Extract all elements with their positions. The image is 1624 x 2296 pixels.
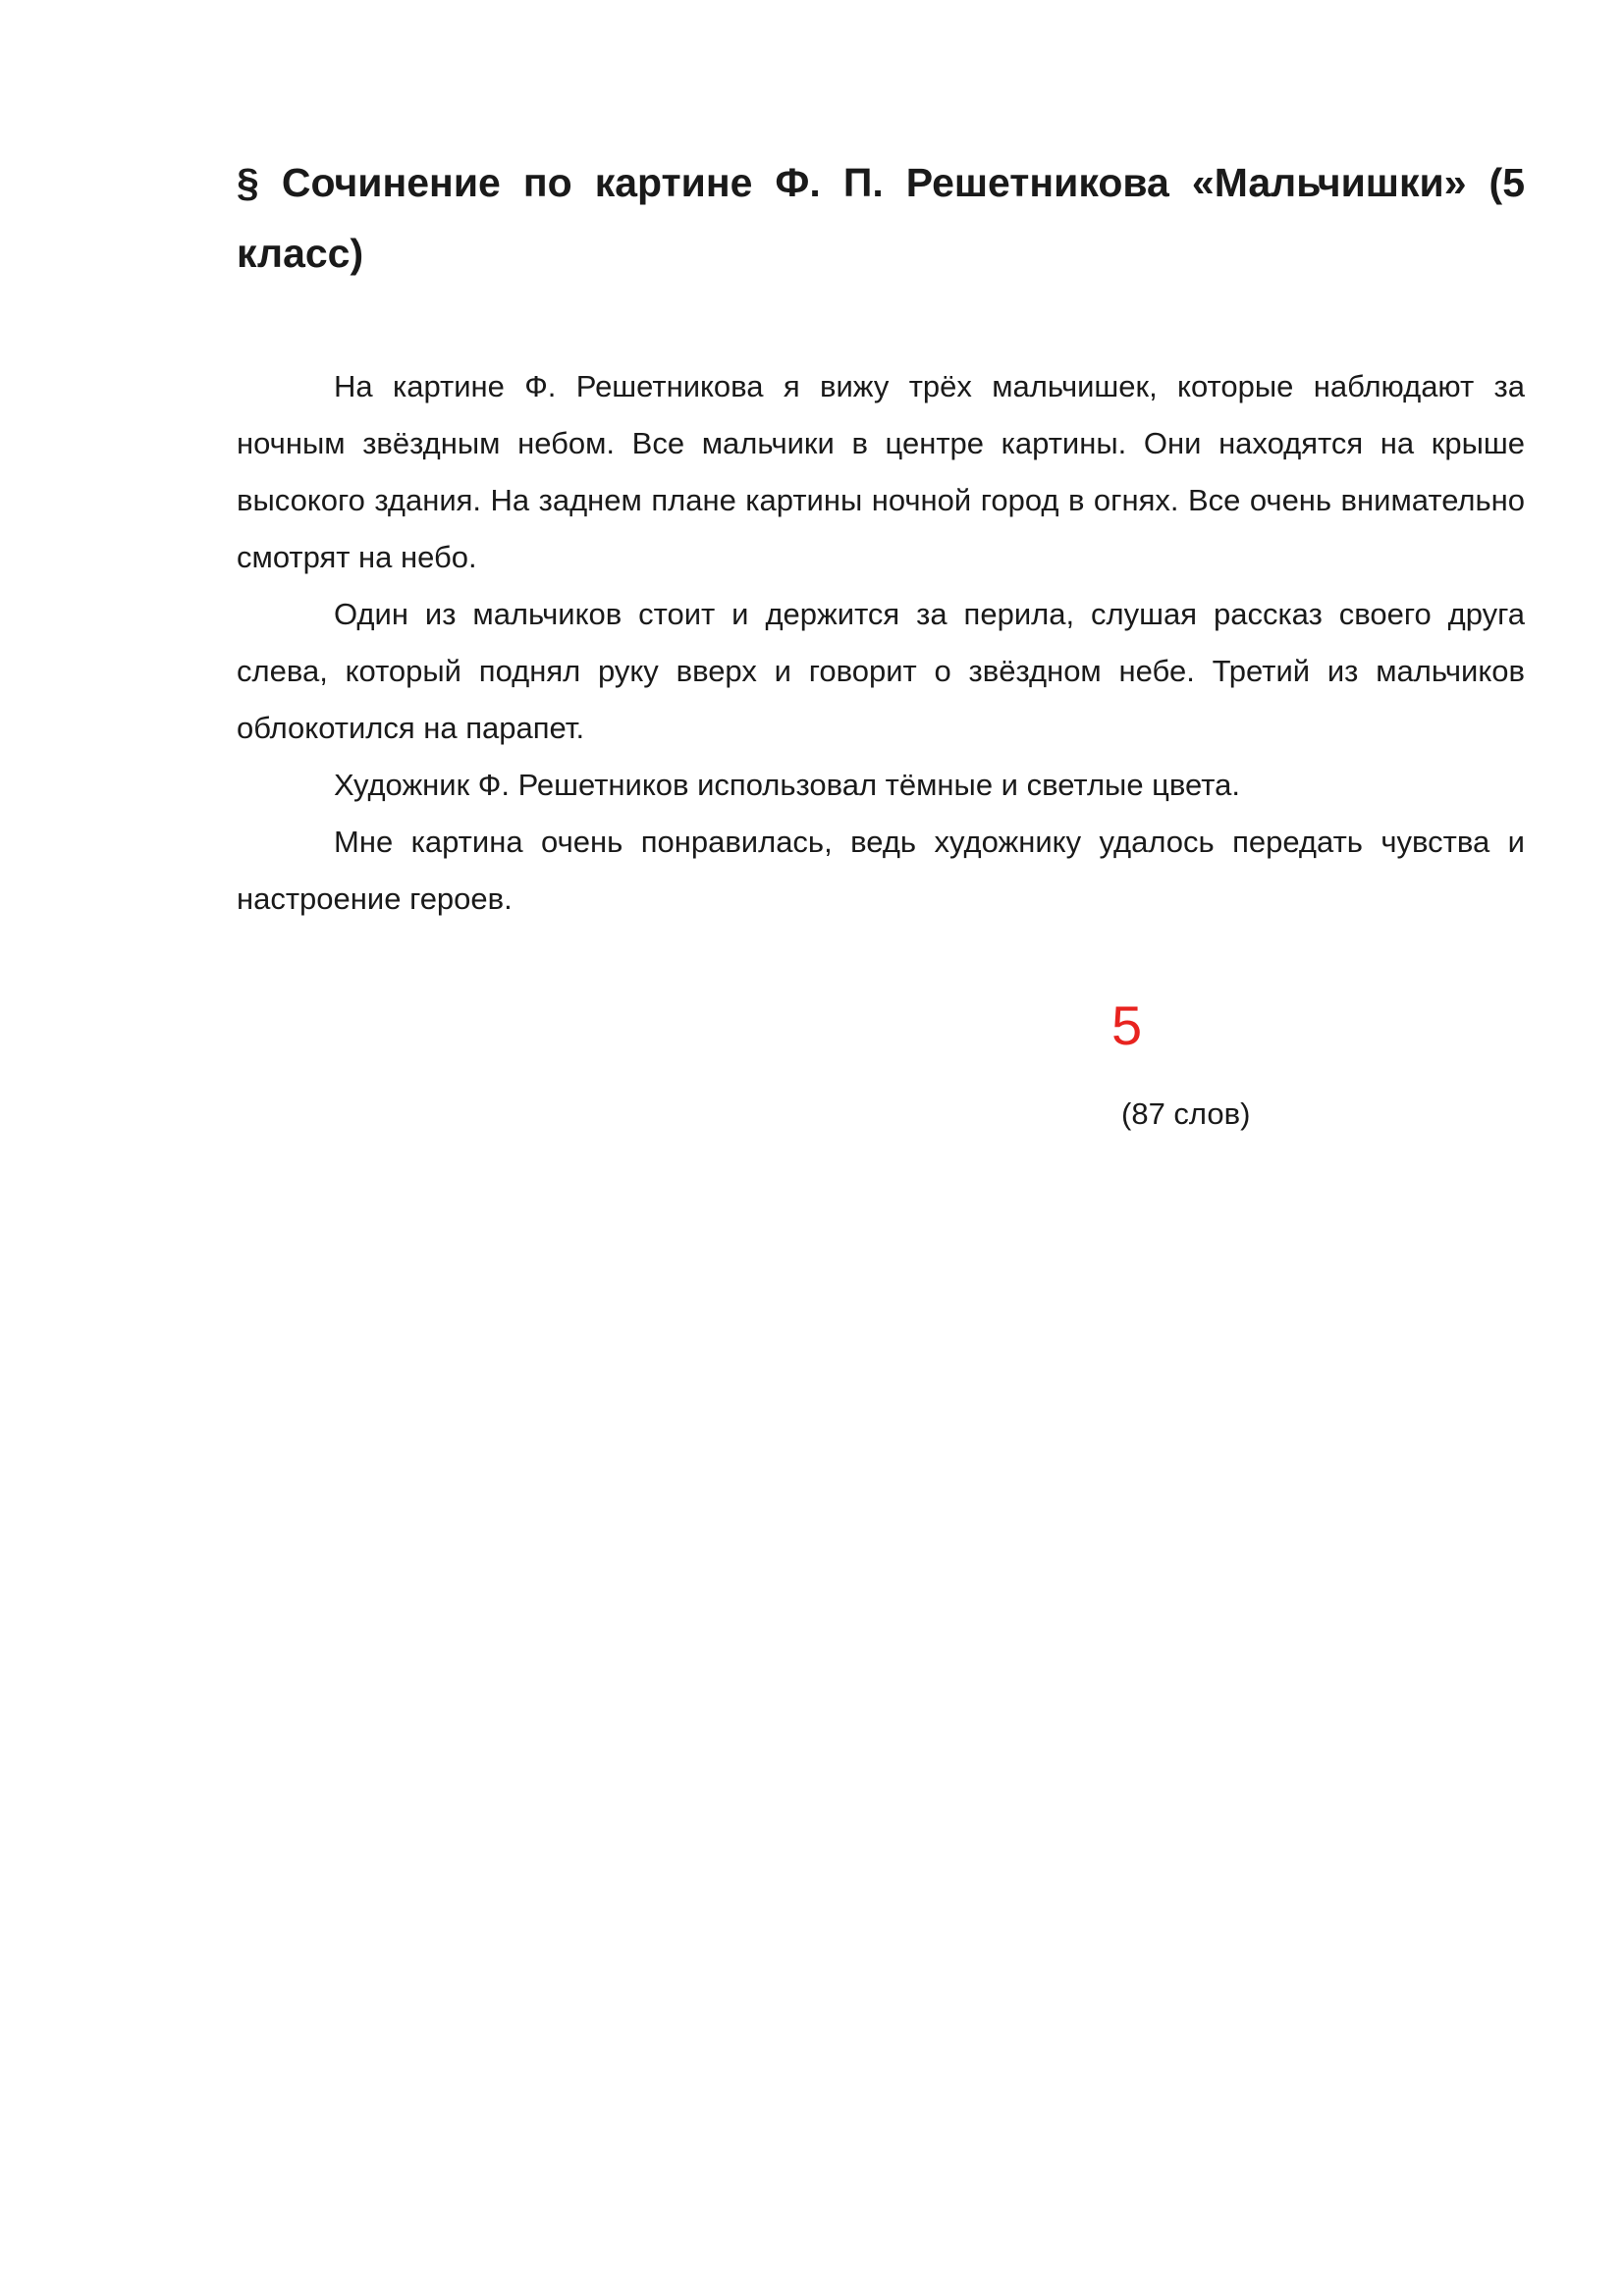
paragraph: Один из мальчиков стоит и держится за перила, слушая рассказ своего друга слева, который поднял руку вверх и говорит о звёздном небе. Третий из мальчиков облокотился на парапет.: [237, 597, 1525, 745]
paragraph: Мне картина очень понравилась, ведь художнику удалось передать чувства и настроение героев.: [237, 825, 1525, 916]
paragraph: Художник Ф. Решетников использовал тёмные и светлые цвета.: [334, 768, 1240, 802]
word-count: (87 слов): [1121, 1096, 1251, 1131]
grade-mark: 5: [1111, 994, 1143, 1056]
essay-body: [237, 358, 1525, 928]
essay-title: § Сочинение по картине Ф. П. Решетникова «Мальчишки» (5 класс): [237, 160, 1525, 276]
paragraph: На картине Ф. Решетникова я вижу трёх мальчишек, которые наблюдают за ночным звёздным небом. Все мальчики в центре картины. Они находятся на крыше высокого здания. На заднем плане картины ночной город в огнях. Все очень внимательно смотрят на небо.: [237, 369, 1525, 574]
